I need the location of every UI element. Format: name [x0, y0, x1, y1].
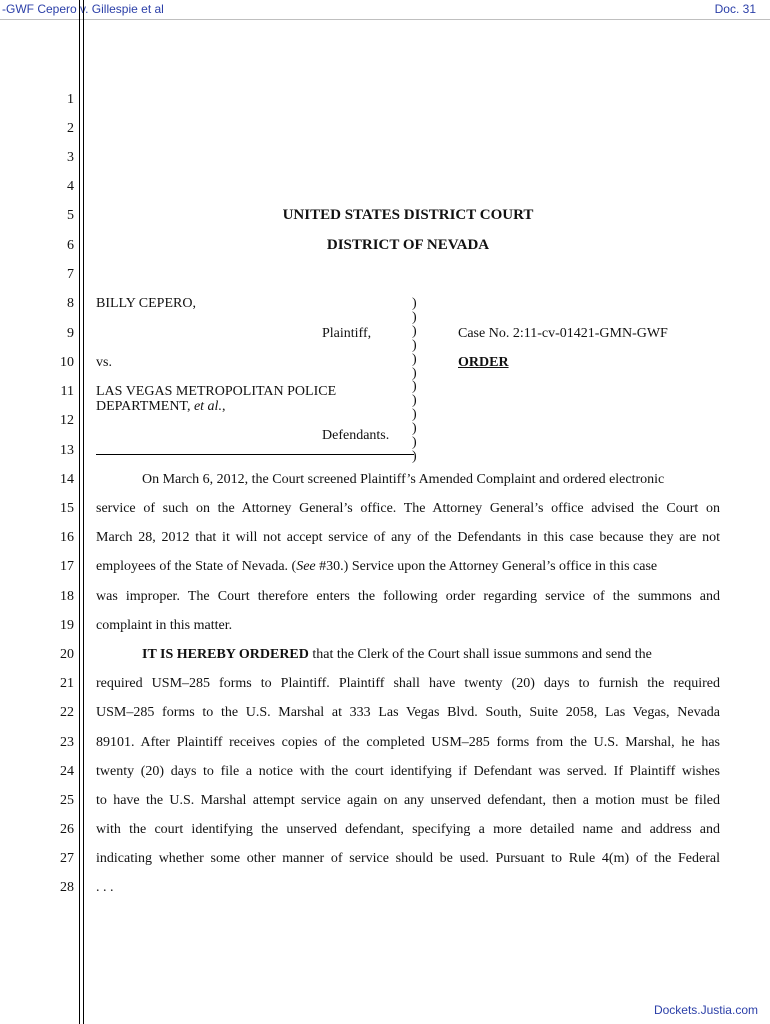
body-line-18: was improper. The Court therefore enters the following order regarding service of the summons and — [96, 589, 720, 604]
caption-paren: ) — [412, 296, 417, 311]
body-line-22: USM–285 forms to the U.S. Marshal at 333 Las Vegas Blvd. South, Suite 2058, Las Vegas, Nevada — [96, 705, 720, 720]
defendant-line-2-suffix: , — [221, 399, 226, 414]
line-number: 15 — [60, 501, 74, 516]
margin-rule-inner — [83, 0, 84, 1024]
caption-paren: ) — [412, 435, 417, 450]
body-line-15: service of such on the Attorney General’s office. The Attorney General’s office advised the Court on — [96, 501, 720, 516]
line-number: 1 — [67, 92, 74, 107]
caption-paren: ) — [412, 323, 417, 339]
line-number: 11 — [60, 384, 74, 399]
line-number: 18 — [60, 589, 74, 604]
court-name: UNITED STATES DISTRICT COURT — [282, 207, 534, 223]
plaintiff-role: Plaintiff, — [322, 326, 372, 341]
margin-rule-outer — [79, 0, 80, 1024]
body-line-17-b: #30.) Service upon the Attorney General’s office in this case — [315, 559, 658, 574]
line-number: 6 — [67, 238, 74, 253]
defendant-line-1: LAS VEGAS METROPOLITAN POLICE — [96, 384, 337, 399]
see-citation: See — [296, 559, 316, 574]
caption-paren: ) — [412, 351, 417, 367]
body-line-20 — [142, 647, 720, 663]
line-number: 28 — [60, 880, 74, 895]
line-number: 13 — [60, 443, 74, 458]
line-number: 3 — [67, 150, 74, 165]
line-number: 26 — [60, 822, 74, 837]
body-line-25: to have the U.S. Marshal attempt service again on any unserved defendant, then a motion must be filed — [96, 793, 720, 808]
body-line-27: indicating whether some other manner of service should be used. Pursuant to Rule 4(m) of the Federal — [96, 851, 720, 866]
line-number: 17 — [60, 559, 74, 574]
docket-number: Doc. 31 — [714, 2, 756, 16]
body-line-14: On March 6, 2012, the Court screened Plaintiff’s Amended Complaint and ordered electronic — [142, 472, 665, 487]
body-line-17 — [96, 559, 720, 575]
plaintiff-name: BILLY CEPERO, — [96, 296, 196, 311]
line-number: 20 — [60, 647, 74, 662]
caption-paren: ) — [412, 393, 417, 409]
caption-paren: ) — [412, 337, 417, 353]
header-divider — [0, 19, 770, 20]
docket-header-title: -GWF Cepero v. Gillespie et al — [2, 2, 164, 16]
line-number: 25 — [60, 793, 74, 808]
order-heading: IT IS HEREBY ORDERED — [142, 647, 309, 662]
body-line-19: complaint in this matter. — [96, 618, 233, 633]
line-number: 7 — [67, 267, 74, 282]
defendant-line-2-prefix: DEPARTMENT, — [96, 399, 194, 414]
body-line-21: required USM–285 forms to Plaintiff. Plaintiff shall have twenty (20) days to furnish the required — [96, 676, 720, 691]
line-number: 12 — [60, 413, 74, 428]
body-line-20-rest: that the Clerk of the Court shall issue summons and send the — [308, 647, 652, 662]
caption-paren: ) — [412, 407, 417, 423]
line-number: 2 — [67, 121, 74, 136]
caption-paren: ) — [412, 421, 417, 437]
defendant-et-al: et al. — [193, 399, 222, 414]
line-number: 4 — [67, 179, 74, 194]
line-number: 14 — [60, 472, 74, 487]
line-number: 23 — [60, 735, 74, 750]
line-number: 10 — [60, 355, 74, 370]
line-number: 19 — [60, 618, 74, 633]
court-district: DISTRICT OF NEVADA — [326, 237, 490, 253]
line-number: 27 — [60, 851, 74, 866]
line-number: 16 — [60, 530, 74, 545]
line-number: 9 — [67, 326, 74, 341]
caption-paren: ) — [412, 379, 417, 395]
line-number: 21 — [60, 676, 74, 691]
case-number: Case No. 2:11-cv-01421-GMN-GWF — [458, 326, 668, 341]
line-number: 24 — [60, 764, 74, 779]
body-line-23: 89101. After Plaintiff receives copies of the completed USM–285 forms from the U.S. Marshal, he has — [96, 735, 720, 750]
caption-underline — [96, 454, 414, 455]
caption-paren: ) — [412, 309, 417, 325]
body-line-26: with the court identifying the unserved defendant, specifying a more detailed name and address and — [96, 822, 720, 837]
body-line-17-a: employees of the State of Nevada. ( — [96, 559, 297, 574]
body-line-16: March 28, 2012 that it will not accept service of any of the Defendants in this case because they are not — [96, 530, 720, 545]
body-line-28: . . . — [96, 880, 114, 895]
body-line-24: twenty (20) days to file a notice with the court identifying if Defendant was served. If Plaintiff wishes — [96, 764, 720, 779]
line-number: 5 — [67, 208, 74, 223]
line-number: 22 — [60, 705, 74, 720]
line-number: 8 — [67, 296, 74, 311]
justia-link[interactable]: Dockets.Justia.com — [653, 1003, 758, 1017]
versus-label: vs. — [96, 355, 112, 370]
caption-paren: ) — [412, 365, 417, 381]
defendant-line-2 — [96, 399, 225, 415]
caption-paren: ) — [412, 448, 417, 464]
document-title: ORDER — [458, 355, 509, 370]
defendant-role: Defendants. — [322, 428, 390, 443]
